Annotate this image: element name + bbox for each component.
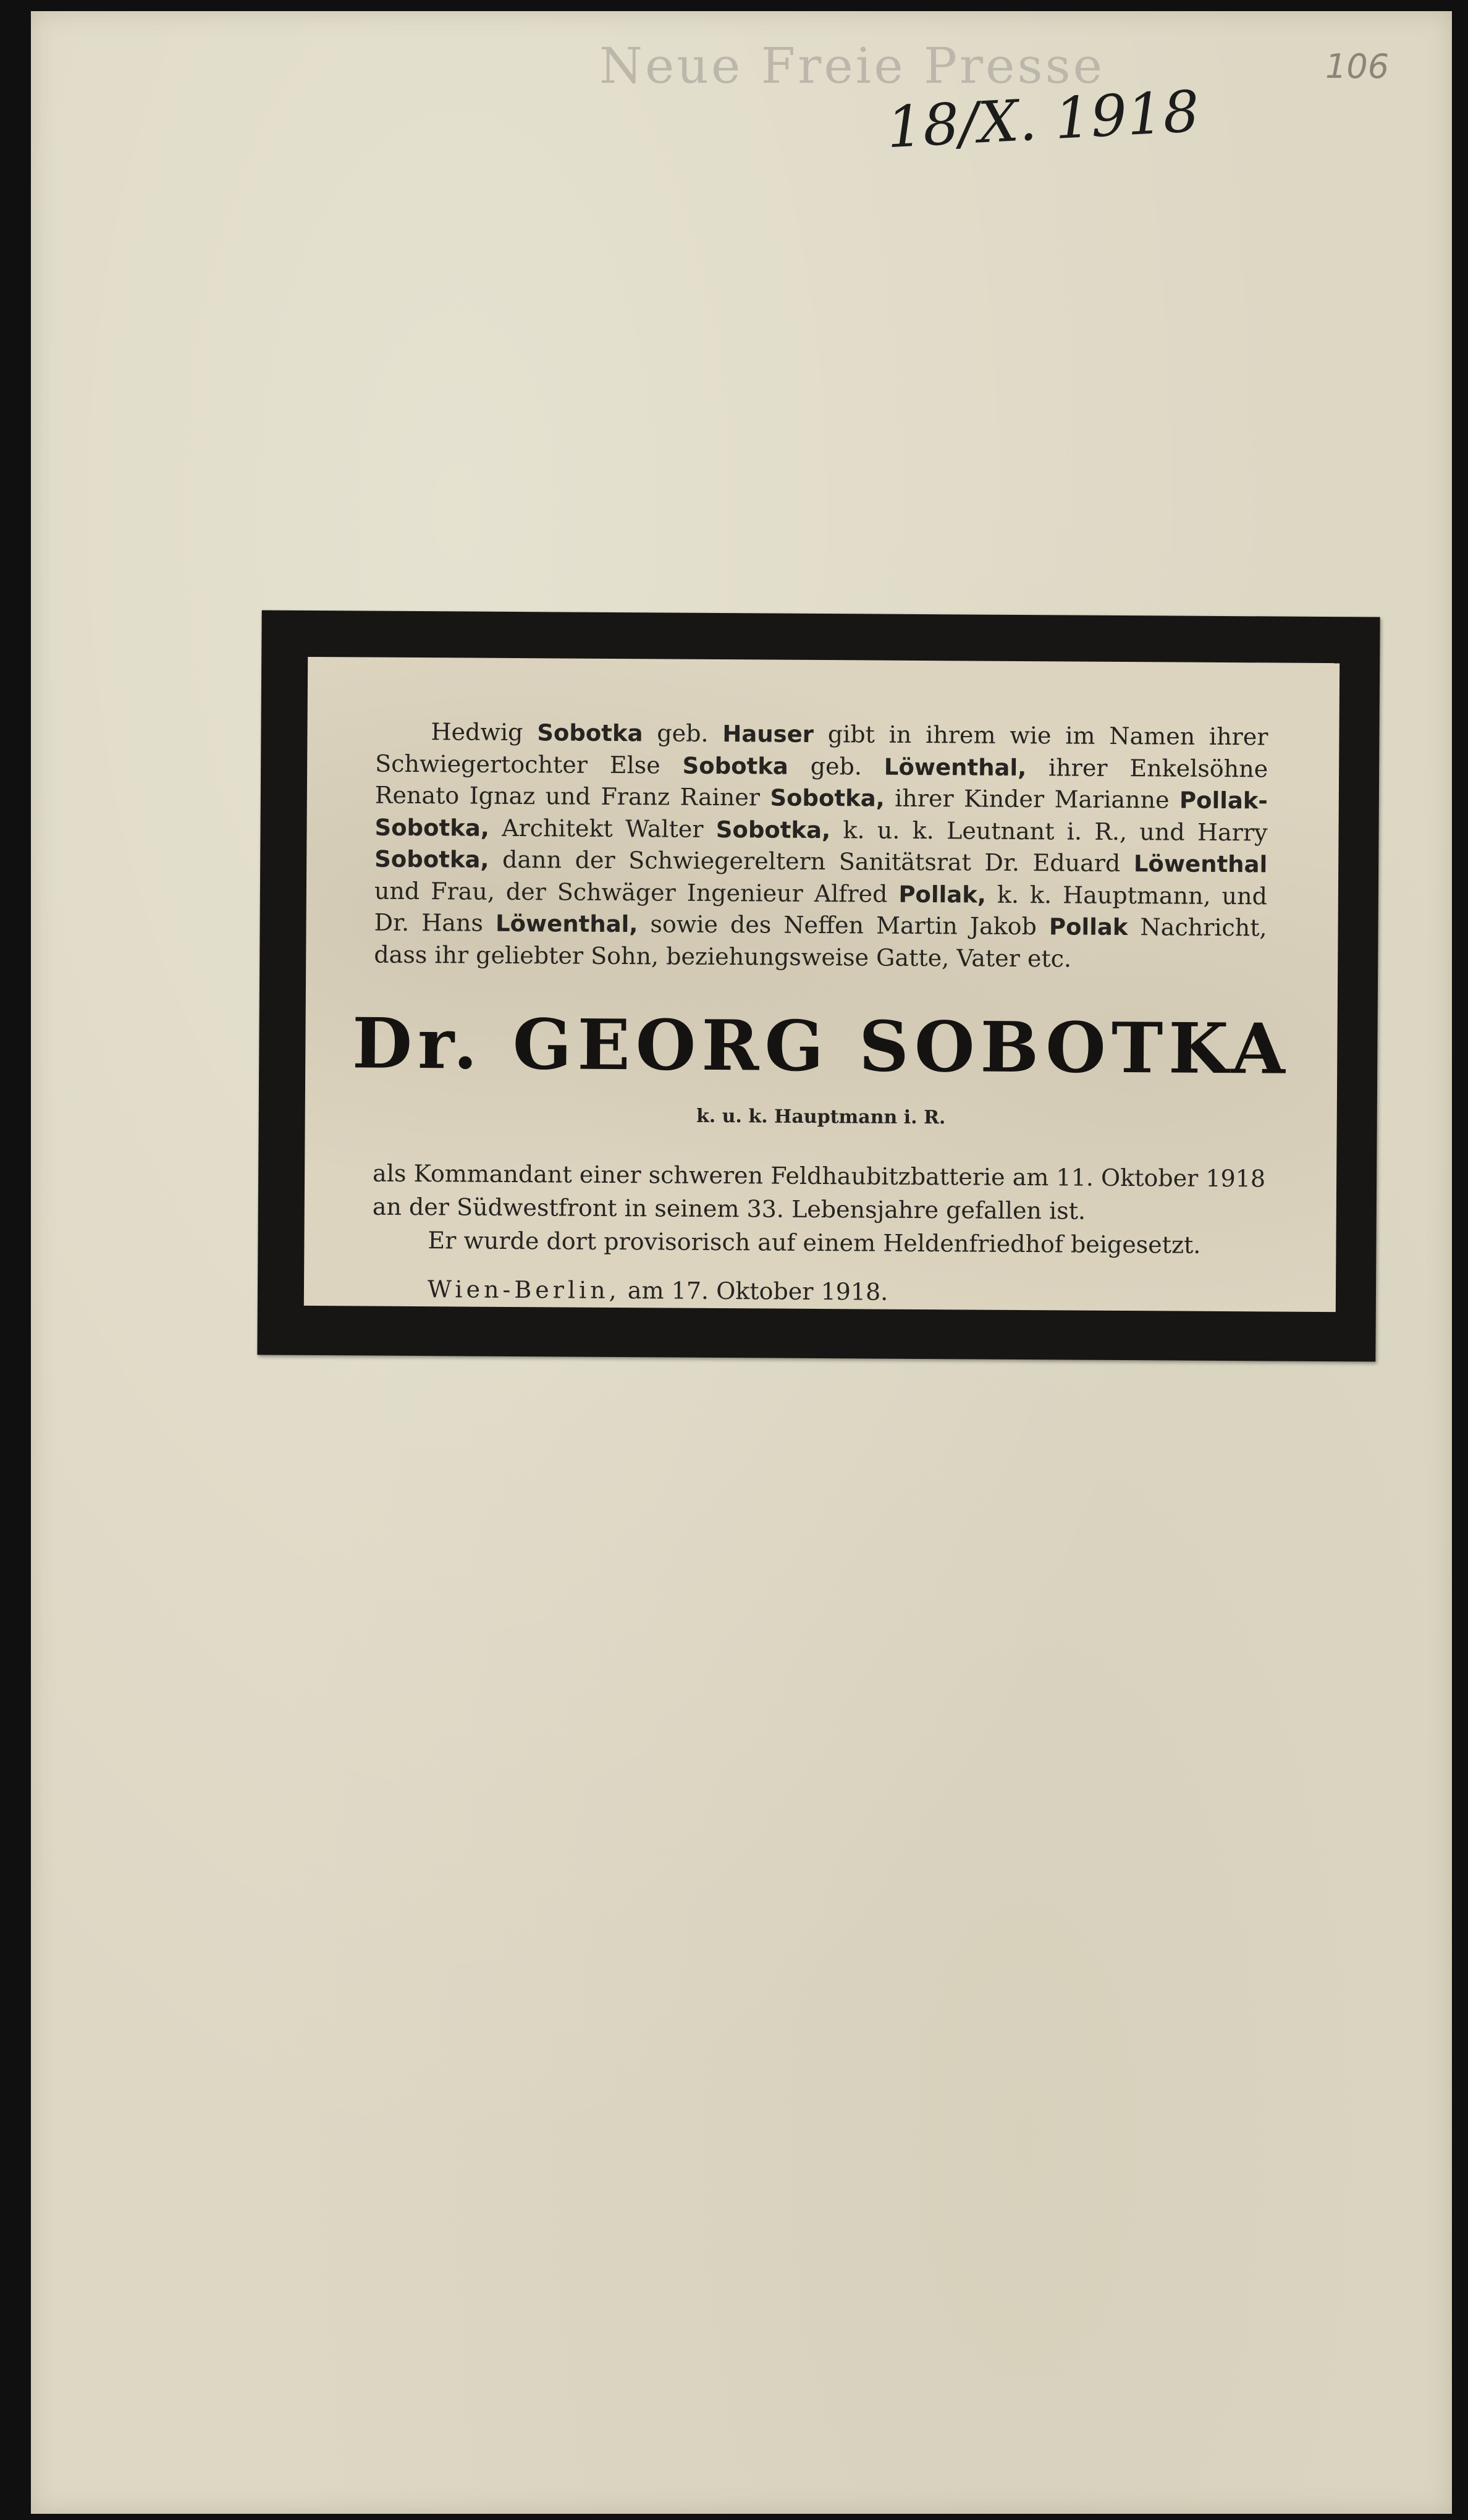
- deceased-rank: k. u. k. Hauptmann i. R.: [696, 1105, 946, 1129]
- place: Wien-Berlin,: [427, 1275, 620, 1304]
- intro-surname: Pollak: [1048, 913, 1128, 941]
- notice-date: am 17. Oktober 1918.: [627, 1277, 888, 1306]
- archive-sheet: [31, 11, 1452, 2514]
- newspaper-stamp: Neue Freie Presse: [599, 37, 1105, 95]
- deceased-name: Dr. GEORG SOBOTKA: [352, 1003, 1291, 1090]
- handwritten-date: 18/X. 1918: [885, 78, 1201, 161]
- intro-text-run: geb.: [643, 719, 723, 748]
- obituary-clipping: [257, 610, 1380, 1361]
- intro-text-run: k. u. k. Leutnant i. R., und Harry: [830, 816, 1268, 846]
- intro-surname: Sobotka: [537, 719, 643, 747]
- intro-surname: Sobotka,: [715, 816, 831, 844]
- obituary-paragraph-1: als Kommandant einer schweren Feldhaubitzbatterie am 11. Oktober 1918 an der Südwestfront in seinem 33. Lebensjahre gefallen ist.: [372, 1159, 1266, 1225]
- obituary-intro-text: [374, 716, 1268, 976]
- obituary-paragraph-2: Er wurde dort provisorisch auf einem Heldenfriedhof beigesetzt.: [428, 1227, 1201, 1259]
- intro-text-run: Hedwig: [431, 718, 538, 746]
- intro-surname: Löwenthal,: [884, 753, 1027, 781]
- place-and-date: [428, 1275, 888, 1306]
- intro-surname: Löwenthal: [1133, 850, 1268, 878]
- intro-surname: Sobotka,: [374, 845, 489, 873]
- intro-text-run: k. k. Hauptmann, und Dr. Hans: [374, 881, 1268, 937]
- intro-text-run: Nachricht, dass ihr geliebter Sohn, beziehungsweise Gatte, Vater etc.: [374, 913, 1267, 972]
- intro-surname: Löwenthal,: [495, 910, 638, 938]
- intro-text-run: dann der Schwiegereltern Sanitätsrat Dr. Eduard: [489, 845, 1134, 877]
- intro-text-run: sowie des Neffen Martin Jakob: [638, 910, 1050, 941]
- obituary-inner-panel: [304, 657, 1339, 1312]
- intro-surname: Pollak,: [898, 881, 987, 908]
- intro-text-run: gibt in ihrem wie im Namen ihrer Schwiegertochter Else: [375, 720, 1268, 779]
- intro-text-run: Architekt Walter: [489, 814, 716, 843]
- intro-text-run: ihrer Kinder Marianne: [884, 784, 1180, 814]
- intro-surname: Sobotka: [682, 752, 788, 780]
- intro-surname: Hauser: [722, 721, 814, 748]
- obituary-body: [372, 1157, 1265, 1262]
- intro-text-run: geb.: [788, 752, 884, 780]
- archive-number: 106: [1325, 47, 1390, 86]
- intro-surname: Sobotka,: [770, 784, 885, 812]
- intro-text-run: ihrer Enkelsöhne Renato Ignaz und Franz Rainer: [374, 753, 1268, 811]
- intro-surname: Pollak-Sobotka,: [374, 787, 1268, 842]
- intro-text-run: und Frau, der Schwäger Ingenieur Alfred: [374, 877, 899, 908]
